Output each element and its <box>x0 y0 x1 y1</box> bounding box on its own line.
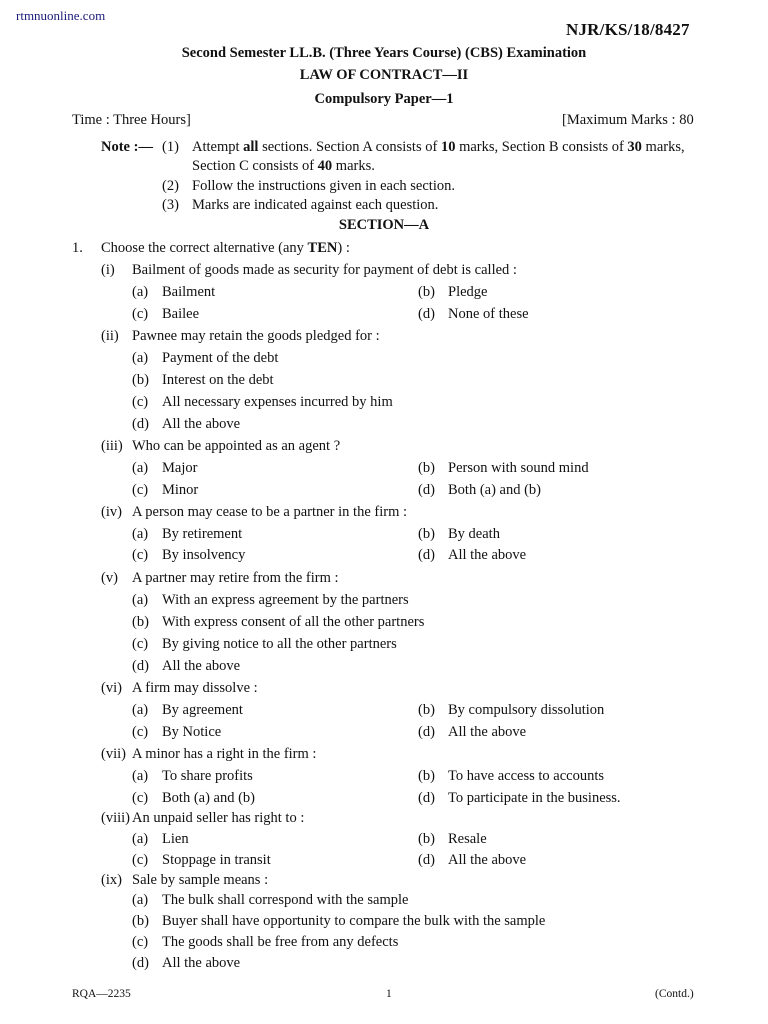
option-label: (a) <box>132 460 149 476</box>
item-number: (viii) <box>101 810 130 826</box>
option-label: (c) <box>132 934 149 950</box>
item-number: (v) <box>101 570 118 586</box>
option-label: (c) <box>132 636 149 652</box>
item-question: A person may cease to be a partner in the firm : <box>132 504 407 520</box>
option-text: All necessary expenses incurred by him <box>162 394 393 410</box>
option-text: To participate in the business. <box>448 790 621 806</box>
option-text: Resale <box>448 831 487 847</box>
option-text: All the above <box>448 852 527 868</box>
item-question: An unpaid seller has right to : <box>132 810 305 826</box>
option-label: (c) <box>132 547 149 563</box>
option-text: By compulsory dissolution <box>448 702 605 718</box>
option-text: Payment of the debt <box>162 350 279 366</box>
option-text: Bailee <box>162 306 200 322</box>
option-label: (a) <box>132 350 149 366</box>
option-label: (b) <box>132 614 149 630</box>
option-label: (c) <box>132 790 149 806</box>
site-name[interactable]: rtmnuonline.com <box>16 8 106 23</box>
option-text: By giving notice to all the other partners <box>162 636 397 652</box>
option-text: Buyer shall have opportunity to compare the bulk with the sample <box>162 913 546 929</box>
option-text: By retirement <box>162 526 243 542</box>
option-text: All the above <box>162 658 241 674</box>
option-text: Person with sound mind <box>448 460 589 476</box>
option-text: All the above <box>162 955 241 971</box>
option-label: (b) <box>418 526 435 542</box>
option-label: (b) <box>418 702 435 718</box>
question-text: Choose the correct alternative (any TEN) : <box>101 240 350 256</box>
item-question: Bailment of goods made as security for payment of debt is called : <box>132 262 517 278</box>
option-text: Minor <box>162 482 199 498</box>
option-label: (a) <box>132 526 149 542</box>
option-label: (c) <box>132 306 149 322</box>
option-text: Lien <box>162 831 189 847</box>
option-text: The goods shall be free from any defects <box>162 934 399 950</box>
option-text: All the above <box>448 547 527 563</box>
paper-title: Compulsory Paper—1 <box>314 91 454 107</box>
option-label: (a) <box>132 592 149 608</box>
option-label: (d) <box>132 416 149 432</box>
time-label: Time : Three Hours] <box>72 112 191 128</box>
item-number: (vii) <box>101 746 126 762</box>
option-text: By Notice <box>162 724 222 740</box>
note-1-number: (1) <box>162 139 179 155</box>
subject-title: LAW OF CONTRACT—II <box>299 67 469 83</box>
option-label: (b) <box>418 284 435 300</box>
option-label: (d) <box>418 724 435 740</box>
note-1-text-line2: Section C consists of 40 marks. <box>192 158 375 174</box>
option-label: (d) <box>418 306 435 322</box>
option-label: (a) <box>132 768 149 784</box>
note-1-text: Attempt all sections. Section A consists of 10 marks, Section B consists of 30 marks, <box>192 139 685 155</box>
option-label: (c) <box>132 482 149 498</box>
option-label: (b) <box>132 913 149 929</box>
option-text: To have access to accounts <box>448 768 605 784</box>
option-text: The bulk shall correspond with the sample <box>162 892 409 908</box>
option-text: None of these <box>448 306 529 322</box>
item-question: A minor has a right in the firm : <box>132 746 317 762</box>
item-question: Pawnee may retain the goods pledged for : <box>132 328 380 344</box>
option-label: (d) <box>132 955 149 971</box>
option-label: (a) <box>132 284 149 300</box>
item-number: (iv) <box>101 504 122 520</box>
paper-code: NJR/KS/18/8427 <box>566 20 690 39</box>
footer-code: RQA—2235 <box>72 988 131 1000</box>
item-number: (ii) <box>101 328 119 344</box>
note-2-number: (2) <box>162 178 179 194</box>
option-label: (d) <box>132 658 149 674</box>
item-question: Who can be appointed as an agent ? <box>132 438 341 454</box>
item-question: A firm may dissolve : <box>132 680 258 696</box>
option-text: By agreement <box>162 702 243 718</box>
note-3-number: (3) <box>162 197 179 213</box>
option-text: By death <box>448 526 500 542</box>
option-label: (d) <box>418 852 435 868</box>
note-3-text: Marks are indicated against each question. <box>192 197 439 213</box>
option-label: (b) <box>418 768 435 784</box>
option-label: (a) <box>132 892 149 908</box>
option-text: By insolvency <box>162 547 246 563</box>
item-number: (iii) <box>101 438 123 454</box>
contd-label: (Contd.) <box>655 988 694 1000</box>
option-text: With an express agreement by the partners <box>162 592 409 608</box>
option-label: (c) <box>132 394 149 410</box>
item-number: (ix) <box>101 872 122 888</box>
option-text: To share profits <box>162 768 253 784</box>
option-text: All the above <box>448 724 527 740</box>
option-label: (a) <box>132 831 149 847</box>
note-2-text: Follow the instructions given in each section. <box>192 178 455 194</box>
option-text: Pledge <box>448 284 488 300</box>
option-label: (d) <box>418 547 435 563</box>
item-number: (vi) <box>101 680 122 696</box>
exam-title: Second Semester LL.B. (Three Years Course) (CBS) Examination <box>181 45 587 61</box>
section-a-title: SECTION—A <box>338 217 430 233</box>
option-text: All the above <box>162 416 241 432</box>
option-label: (b) <box>132 372 149 388</box>
option-text: With express consent of all the other partners <box>162 614 425 630</box>
option-label: (b) <box>418 460 435 476</box>
option-label: (b) <box>418 831 435 847</box>
option-text: Stoppage in transit <box>162 852 271 868</box>
option-text: Bailment <box>162 284 216 300</box>
option-text: Interest on the debt <box>162 372 274 388</box>
option-text: Major <box>162 460 198 476</box>
question-number: 1. <box>72 240 83 256</box>
page-number: 1 <box>386 988 392 1000</box>
option-label: (a) <box>132 702 149 718</box>
item-question: A partner may retire from the firm : <box>132 570 339 586</box>
item-question: Sale by sample means : <box>132 872 269 888</box>
item-number: (i) <box>101 262 115 278</box>
option-label: (c) <box>132 852 149 868</box>
option-label: (c) <box>132 724 149 740</box>
option-text: Both (a) and (b) <box>162 790 256 806</box>
option-label: (d) <box>418 790 435 806</box>
option-label: (d) <box>418 482 435 498</box>
max-marks-label: [Maximum Marks : 80 <box>562 112 694 128</box>
note-label: Note :— <box>101 139 153 155</box>
option-text: Both (a) and (b) <box>448 482 542 498</box>
